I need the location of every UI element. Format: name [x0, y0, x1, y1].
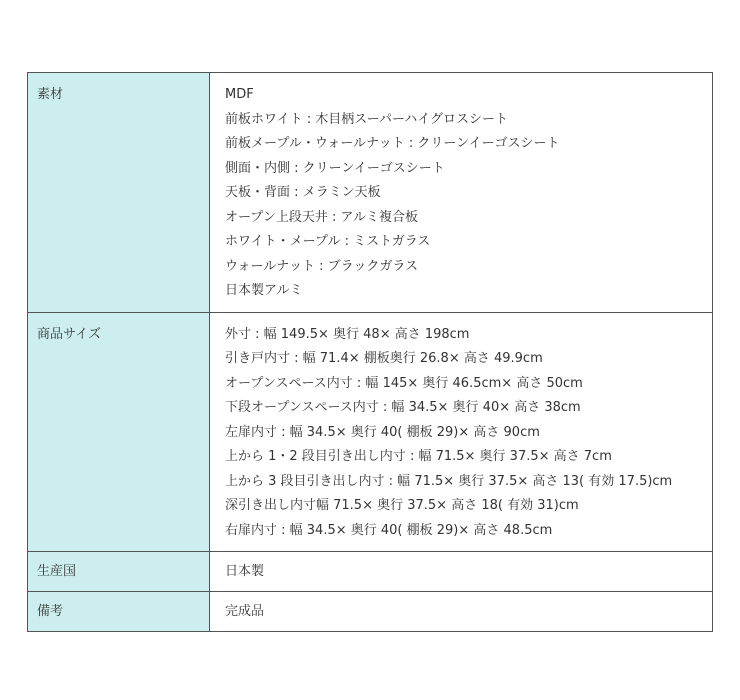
value-line: 上から 1・2 段目引き出し内寸 : 幅 71.5× 奥行 37.5× 高さ 7cm [225, 449, 612, 464]
value-line: 下段オープンスペース内寸 : 幅 34.5× 奥行 40× 高さ 38cm [225, 400, 581, 415]
row-label: 生産国 [28, 552, 210, 592]
row-value [210, 592, 713, 632]
value-line: 左扉内寸 : 幅 34.5× 奥行 40( 棚板 29)× 高さ 90cm [225, 424, 540, 440]
row-label: 素材 [28, 73, 210, 313]
row-label: 商品サイズ [28, 312, 210, 552]
table-row-country [28, 552, 713, 592]
value-line: 日本製アルミ [225, 283, 303, 298]
value-line: MDF [225, 87, 254, 102]
row-value [210, 73, 713, 313]
value-line: オープン上段天井 : アルミ複合板 [225, 209, 418, 225]
value-line: ウォールナット : ブラックガラス [225, 258, 418, 274]
value-line: 完成品 [225, 604, 265, 619]
row-value [210, 552, 713, 592]
value-line: 引き戸内寸 : 幅 71.4× 棚板奥行 26.8× 高さ 49.9cm [225, 351, 543, 366]
value-line: 天板・背面 : メラミン天板 [225, 185, 381, 200]
table-row-notes [28, 592, 713, 632]
value-line: 前板メープル・ウォールナット : クリーンイーゴスシート [225, 136, 560, 151]
table-row-size [28, 312, 713, 552]
spec-table [27, 72, 713, 632]
table-row-material [28, 73, 713, 313]
value-line: ホワイト・メープル : ミストガラス [225, 234, 431, 249]
value-line: 側面・内側 : クリーンイーゴスシート [225, 160, 445, 176]
row-label: 備考 [28, 592, 210, 632]
row-value [210, 312, 713, 552]
value-line: 上から 3 段目引き出し内寸 : 幅 71.5× 奥行 37.5× 高さ 13( 有効 17.5)cm [225, 473, 673, 489]
value-line: 日本製 [225, 564, 265, 579]
value-line: オープンスペース内寸 : 幅 145× 奥行 46.5cm× 高さ 50cm [225, 375, 583, 391]
value-line: 右扉内寸 : 幅 34.5× 奥行 40( 棚板 29)× 高さ 48.5cm [225, 522, 553, 538]
value-line: 深引き出し内寸幅 71.5× 奥行 37.5× 高さ 18( 有効 31)cm [225, 498, 579, 513]
value-line: 前板ホワイト : 木目柄スーパーハイグロスシート [225, 111, 509, 127]
value-line: 外寸 : 幅 149.5× 奥行 48× 高さ 198cm [225, 326, 470, 342]
